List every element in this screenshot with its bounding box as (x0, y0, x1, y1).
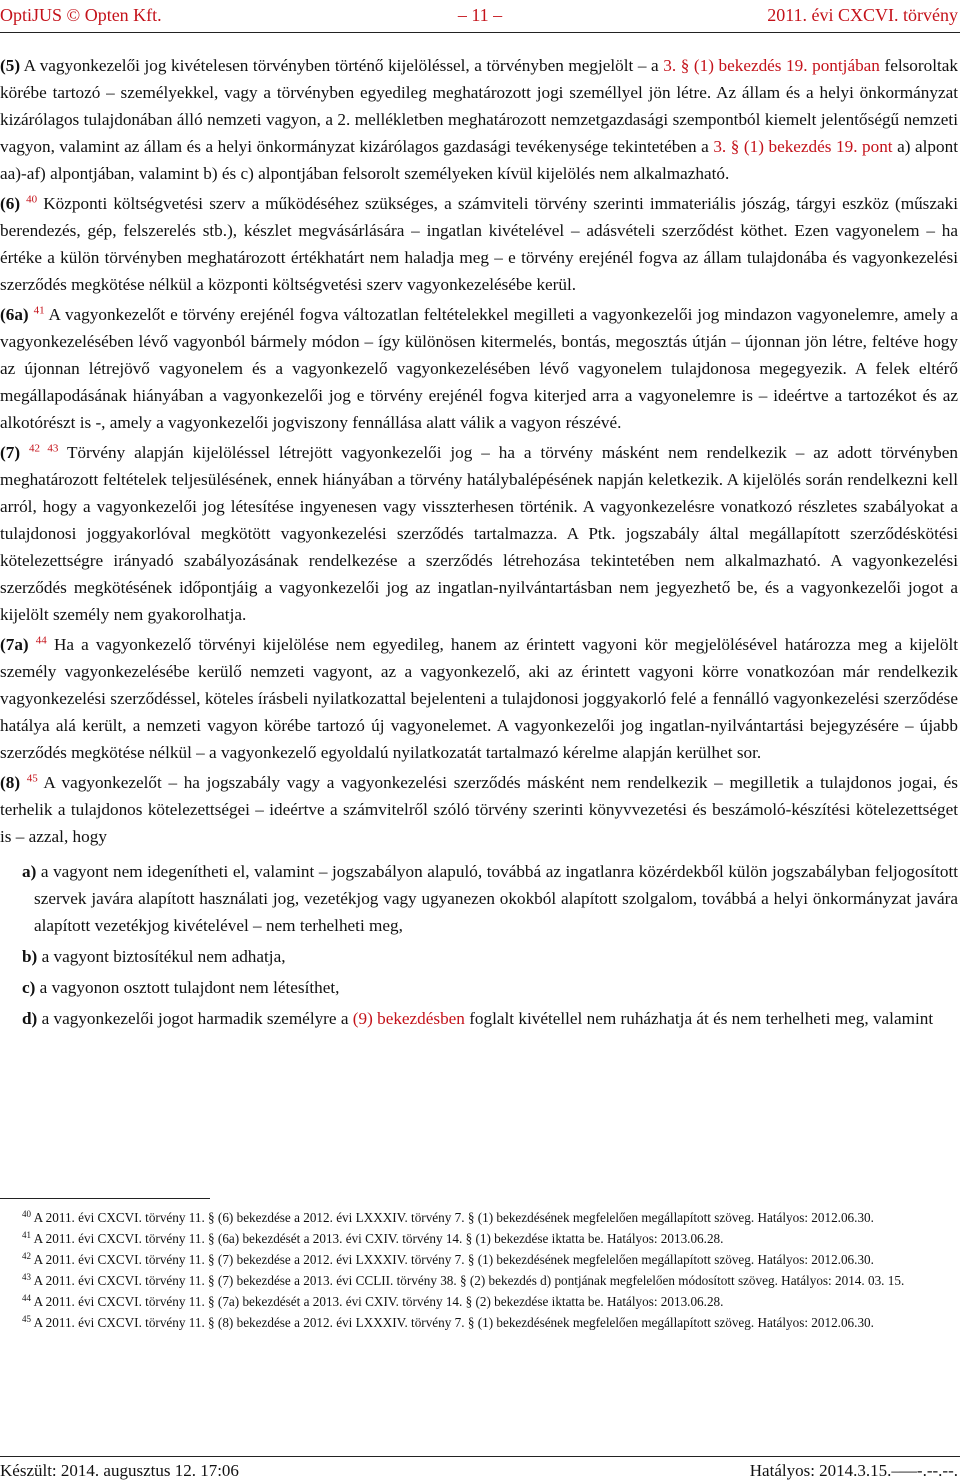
paragraph-6a (0, 301, 958, 436)
footnote-text: A 2011. évi CXCVI. törvény 11. § (6a) bekezdését a 2013. évi CXIV. törvény 14. § (1) bekezdése iktatta be. Hatályos: 2013.06.28. (31, 1231, 724, 1246)
list-item (0, 1005, 958, 1032)
paragraph-8 (0, 769, 958, 850)
footnote (0, 1313, 958, 1332)
paragraph-7a (0, 631, 958, 766)
paragraph-number: (6) (0, 194, 21, 213)
header-law-title: 2011. évi CXCVI. törvény (767, 5, 958, 25)
paragraph-text: A vagyonkezelőt e törvény erejénél fogva változatlan feltételekkel megilleti a vagyonkezelői jog mindazon vagyonelemre, amely a vagyonkezelésében lévő vagyonból bármely módon – így különösen kitermelés, bontás, megosztás útján – újonnan jön létre, feltéve hogy az újonnan létrejövő vagyonelem és a vagyonkezelő vagyonkezelésében lévő vagyonelem tulajdonosa megegyezik. A felek eltérő megállapodásának hiányában a vagyonkezelői jog e törvény erejénél fogva kiterjed arra a vagyonelemre is – ideértve a tartozékot és az alkotórészt is -, amely a vagyonkezelői jogviszony fennállása alatt válik a vagyon részévé. (0, 305, 959, 432)
footnote-number: 44 (22, 1292, 31, 1303)
footnote-number: 43 (22, 1271, 31, 1282)
effective-date: Hatályos: 2014.3.15.–—-.--.--. (749, 1461, 958, 1480)
point-text: a vagyonkezelői jogot harmadik személyre a (37, 1009, 353, 1028)
paragraph-number: (7) (0, 443, 21, 462)
footnote-text: A 2011. évi CXCVI. törvény 11. § (7) bekezdése a 2012. évi LXXXIV. törvény 7. § (1) bekezdésének megfelelően megállapított szöveg. Hatályos: 2012.06.30. (31, 1252, 874, 1267)
footnote-text: A 2011. évi CXCVI. törvény 11. § (7) bekezdése a 2013. évi CCLII. törvény 38. § (2) bekezdés d) pontjának megfelelően módosított szöveg. Hatályos: 2014. 03. 15. (31, 1273, 905, 1288)
point-text: a vagyont nem idegenítheti el, valamint – jogszabályon alapuló, továbbá az ingatlanra közérdekből külön jogszabályban feljogosított szervek javára alapított használati jog, vezetékjog vagy ugyanezen okokból alapított szolgalom, továbbá a helyi önkormányzat javára alapított vezetékjog kivételével – nem terhelheti meg, (34, 862, 958, 935)
paragraph-text: A vagyonkezelőt – ha jogszabály vagy a vagyonkezelési szerződés másként nem rendelkezik – megilletik a tulajdonos jogai, és terhelik a tulajdonos kötelezettségei – ideértve a számvitelről szóló törvény szerinti könyvvezetési és beszámoló-készítési kötelezettséget is – azzal, hogy (0, 773, 958, 846)
point-text: a vagyont biztosítékul nem adhatja, (37, 947, 286, 966)
footer-divider (0, 1456, 960, 1457)
point-label: d) (22, 1009, 38, 1028)
header-publisher: OptiJUS © Opten Kft. (0, 5, 162, 25)
list-item (0, 858, 958, 939)
paragraph-text: Törvény alapján kijelöléssel létrejött vagyonkezelői jog – ha a törvény másként nem rendelkezik – az adott törvényben meghatározott feltételek teljesülésének, ennek hiányában a törvény hatálybalépésének napján keletkezik. A kijelölés során rendelkezni kell arról, hogy a vagyonkezelői jog létesítése ingyenesen vagy visszterhesen történik. A vagyonkezelésre vonatkozó részletes szabályokat a tulajdonosi joggyakorlóval megkötött vagyonkezelési szerződés tartalmazza. A Ptk. jogszabály által megállapított szerződéskötési kötelezettségre irányadó szabályozásának rendelkezése a szerződés létrehozása tekintetében nem alkalmazható. A vagyonkezelési szerződés megkötésének időpontjáig a vagyonkezelői jog az ingatlan-nyilvántartásban nem jegyezhető be, és a vagyonkezelői jogot a kijelölt személy nem gyakorolhatja. (0, 443, 958, 624)
cross-reference-link[interactable]: 3. § (1) bekezdés 19. pontjában (663, 56, 880, 75)
footnote (0, 1292, 958, 1311)
footnote-marker[interactable]: 41 (33, 304, 45, 317)
footnote-number: 42 (22, 1250, 31, 1261)
header-divider (0, 32, 960, 33)
page-number: – 11 – (457, 5, 503, 25)
paragraph-text: Központi költségvetési szerv a működéséhez szükséges, a számviteli törvény szerinti immateriális jószág, tárgyi eszköz (műszaki berendezés, gép, felszerelés stb.), készlet megvásárlására – ingatlan kivételével – adásvételi szerződést köthet. Ezen vagyonelem – ha értéke a külön törvényben meghatározott értékhatárt nem haladja meg – e törvény erejénél fogva az állam tulajdonába és vagyonkezelési szerződés megkötése nélkül a központi költségvetési szerv vagyonkezelésébe kerül. (0, 194, 958, 294)
footnote-marker[interactable]: 44 (35, 634, 47, 647)
footnote-divider (0, 1198, 210, 1199)
cross-reference-link[interactable]: 3. § (1) bekezdés 19. pont (713, 137, 893, 156)
point-label: a) (22, 862, 37, 881)
footnote-text: A 2011. évi CXCVI. törvény 11. § (7a) bekezdését a 2013. évi CXIV. törvény 14. § (2) bekezdése iktatta be. Hatályos: 2013.06.28. (31, 1294, 724, 1309)
footnote-number: 41 (22, 1229, 31, 1240)
paragraph-text: felsoroltak körébe tartozó – személyekkel, vagy a törvényben egyedileg meghatározott jogi személlyel jön létre. Az állam és a helyi önkormányzat kizárólagos tulajdonában álló nemzeti vagyon, a 2. mellékletben meghatározott nemzetgazdasági szempontból kiemelt jelentőségű nemzeti vagyon, valamint az állam és a helyi önkormányzat kizárólagos gazdasági tevékenysége tekintetében a (0, 56, 958, 156)
paragraph-text: a) alpont aa)-af) alpontjában, valamint b) és c) alpontjában felsorolt személyeken kívül kijelölés nem alkalmazható. (0, 137, 958, 183)
footnote-text: A 2011. évi CXCVI. törvény 11. § (6) bekezdése a 2012. évi LXXXIV. törvény 7. § (1) bekezdésének megfelelően megállapított szöveg. Hatályos: 2012.06.30. (31, 1210, 874, 1225)
paragraph-number: (5) (0, 56, 21, 75)
footnote-number: 40 (22, 1208, 31, 1219)
paragraph-number: (6a) (0, 305, 29, 324)
generated-date: Készült: 2014. augusztus 12. 17:06 (0, 1461, 239, 1480)
footnote-text: A 2011. évi CXCVI. törvény 11. § (8) bekezdése a 2012. évi LXXXIV. törvény 7. § (1) bekezdésének megfelelően megállapított szöveg. Hatályos: 2012.06.30. (31, 1315, 874, 1330)
paragraph-text: Ha a vagyonkezelő törvényi kijelölése nem egyedileg, hanem az érintett vagyoni kör megjelölésével határozza meg a kijelölt személy vagyonkezelésébe kerülő nemzeti vagyont, az a vagyonkezelő, aki az érintett vagyoni körre vonatkozóan már rendelkezik vagyonkezelési szerződéssel, köteles írásbeli nyilatkozattal bejelenteni a tulajdonosi joggyakorló felé a fennálló vagyonkezelési szerződése hatálya alá került, a nemzeti vagyon körébe tartozó új vagyonelemet. A vagyonkezelői jog ingatlan-nyilvántartási bejegyzésére – újabb szerződés megkötése nélkül – a vagyonkezelő egyoldalú nyilatkozatát tartalmazó kérelme alapján kerülhet sor. (0, 635, 959, 762)
footnote (0, 1250, 958, 1269)
footnotes (0, 1208, 958, 1334)
point-label: b) (22, 947, 38, 966)
footnote-marker[interactable]: 45 (26, 772, 38, 785)
page-header (0, 2, 960, 28)
point-label: c) (22, 978, 36, 997)
footnote-number: 45 (22, 1313, 31, 1324)
footnote (0, 1271, 958, 1290)
list-item (0, 974, 958, 1001)
list-item (0, 943, 958, 970)
paragraph-5 (0, 52, 958, 187)
cross-reference-link[interactable]: (9) bekezdésben (352, 1009, 465, 1028)
paragraph-text: A vagyonkezelői jog kivételesen törvényben történő kijelöléssel, a törvényben megjelölt – a (20, 56, 664, 75)
point-text: a vagyonon osztott tulajdont nem létesíthet, (35, 978, 340, 997)
footnote-marker[interactable]: 40 (26, 193, 38, 206)
paragraph-7 (0, 439, 958, 628)
footnote-marker[interactable]: 42 43 (28, 442, 59, 455)
footnote (0, 1229, 958, 1248)
law-text (0, 52, 958, 1036)
paragraph-number: (7a) (0, 635, 29, 654)
paragraph-6 (0, 190, 958, 298)
paragraph-8-points (0, 858, 958, 1032)
page-footer (0, 1460, 960, 1482)
footnote (0, 1208, 958, 1227)
paragraph-number: (8) (0, 773, 21, 792)
point-text: foglalt kivétellel nem ruházhatja át és nem terhelheti meg, valamint (464, 1009, 934, 1028)
